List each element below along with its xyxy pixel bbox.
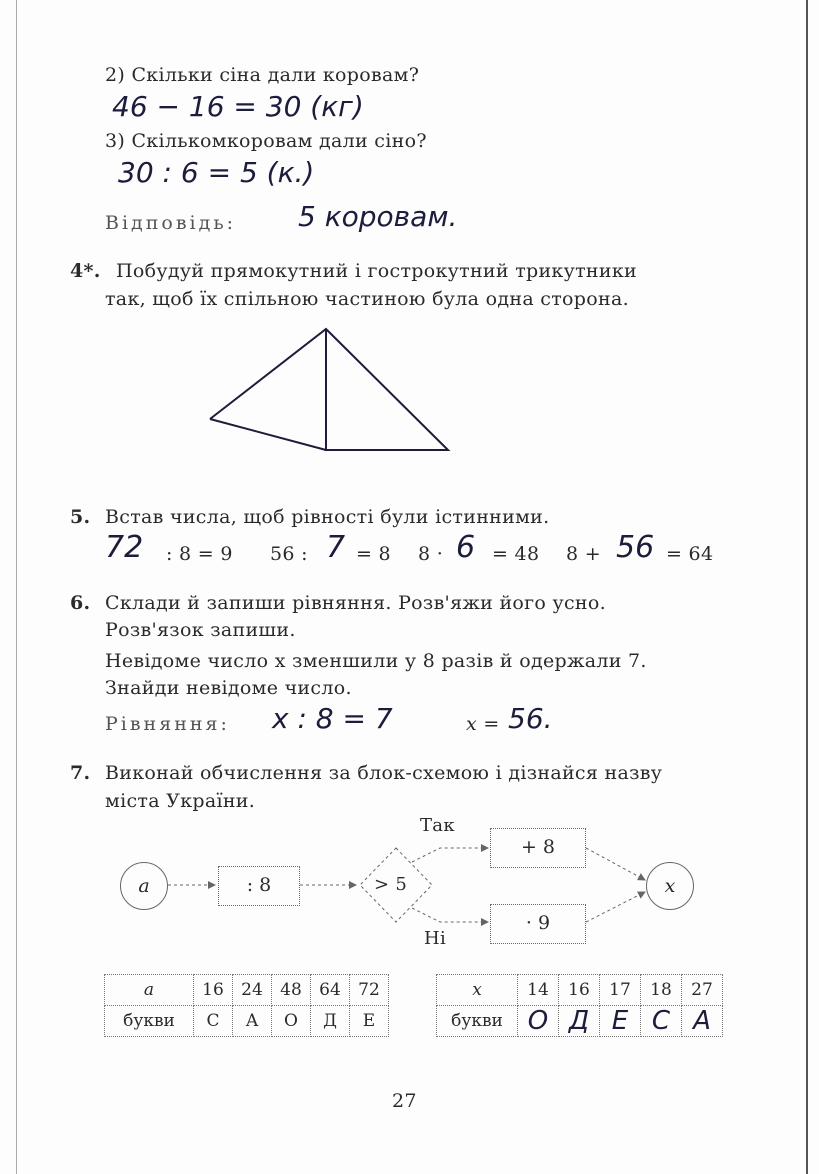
table-cell: 24 (233, 975, 272, 1006)
task7-number: 7. (70, 762, 91, 784)
task3-answer-2: 46 − 16 = 30 (кг) (112, 90, 364, 123)
task4-line-1: Побудуй прямокутний і гострокутний трикутники (116, 260, 637, 282)
task4-number: 4*. (70, 260, 101, 282)
task5-number: 5. (70, 506, 91, 528)
table-cell: О (272, 1006, 311, 1037)
table-cell: 27 (682, 975, 723, 1006)
table-cell: 16 (559, 975, 600, 1006)
task3-answer-value: 5 коровам. (298, 200, 458, 233)
table-row (437, 1006, 723, 1037)
task6-equation-label: Рівняння: (105, 713, 230, 735)
arrow-times-to-result (586, 892, 645, 922)
table-cell: Д (311, 1006, 350, 1037)
scheme-no-label: Ні (424, 928, 447, 949)
task3-answer-3: 30 : 6 = 5 (к.) (118, 156, 315, 189)
table-cell: 48 (272, 975, 311, 1006)
task5-eq3-hand: 6 (456, 530, 476, 565)
table-cell-hand: Д (559, 1006, 600, 1037)
task5-eq3-rest: = 48 (492, 543, 540, 565)
task4-line-2: так, щоб їх спільною частиною була одна сторона. (105, 288, 629, 310)
table-cell: 18 (641, 975, 682, 1006)
table-row (437, 975, 723, 1006)
task6-number: 6. (70, 592, 91, 614)
arrow-yes (412, 848, 488, 862)
table-cell-hand: Е (600, 1006, 641, 1037)
task5-text: Встав числа, щоб рівності були істинними. (105, 506, 550, 528)
table-header-cell: x (437, 975, 518, 1006)
scheme-compare-label: > 5 (374, 874, 408, 895)
table-cell: 14 (518, 975, 559, 1006)
arrow-plus-to-result (586, 848, 645, 880)
table-cell: 64 (311, 975, 350, 1006)
table-cell: Е (350, 1006, 389, 1037)
task3-answer-label: Відповідь: (105, 212, 237, 234)
task6-equation-hand: x : 8 = 7 (272, 702, 393, 735)
task6-line-3: Невідоме число x зменшили у 8 разів й одержали 7. (105, 650, 647, 672)
scheme-start-node: a (120, 862, 168, 910)
task6-line-4: Знайди невідоме число. (105, 677, 352, 699)
task6-line-1: Склади й запиши рівняння. Розв'яжи його усно. (105, 592, 606, 614)
task5-eq2-hand: 7 (326, 530, 346, 565)
table-row-label: букви (437, 1006, 518, 1037)
arrow-no (412, 908, 488, 922)
task5-eq4-start: 8 + (566, 543, 601, 565)
scheme-result-node: x (646, 862, 694, 910)
task7-line-1: Виконай обчислення за блок-схемою і дізнайся назву (105, 762, 663, 784)
task5-eq1-hand: 72 (105, 530, 144, 565)
table-cell: 72 (350, 975, 389, 1006)
task5-eq2-rest: = 8 (356, 543, 391, 565)
scheme-divide-box: : 8 (218, 866, 300, 906)
table-header-cell: a (105, 975, 194, 1006)
task5-eq3-start: 8 · (418, 543, 444, 565)
task6-x-label: x = (466, 713, 500, 735)
letters-table-x (436, 974, 723, 1037)
task5-eq4-hand: 56 (616, 530, 655, 565)
table-row (105, 975, 389, 1006)
task7-line-2: міста України. (105, 790, 256, 812)
task3-question-2: 2) Скільки сіна дали коровам? (105, 64, 420, 86)
table-cell-hand: С (641, 1006, 682, 1037)
task5-eq4-rest: = 64 (666, 543, 714, 565)
letters-table-a (104, 974, 389, 1037)
task6-x-hand: 56. (508, 702, 553, 735)
scheme-yes-label: Так (420, 815, 455, 836)
task3-question-3: 3) Скількомкоровам дали сіно? (105, 130, 427, 152)
table-cell-hand: О (518, 1006, 559, 1037)
scheme-plus-box: + 8 (490, 828, 586, 868)
table-cell: 16 (194, 975, 233, 1006)
page-number: 27 (392, 1090, 417, 1112)
table-row (105, 1006, 389, 1037)
table-row-label: букви (105, 1006, 194, 1037)
task5-eq2-start: 56 : (270, 543, 308, 565)
task6-line-2: Розв'язок запиши. (105, 619, 296, 641)
table-cell: С (194, 1006, 233, 1037)
table-cell: 17 (600, 975, 641, 1006)
scheme-times-box: · 9 (490, 904, 586, 944)
table-cell-hand: А (682, 1006, 723, 1037)
task5-eq1-rest: : 8 = 9 (166, 543, 233, 565)
table-cell: А (233, 1006, 272, 1037)
